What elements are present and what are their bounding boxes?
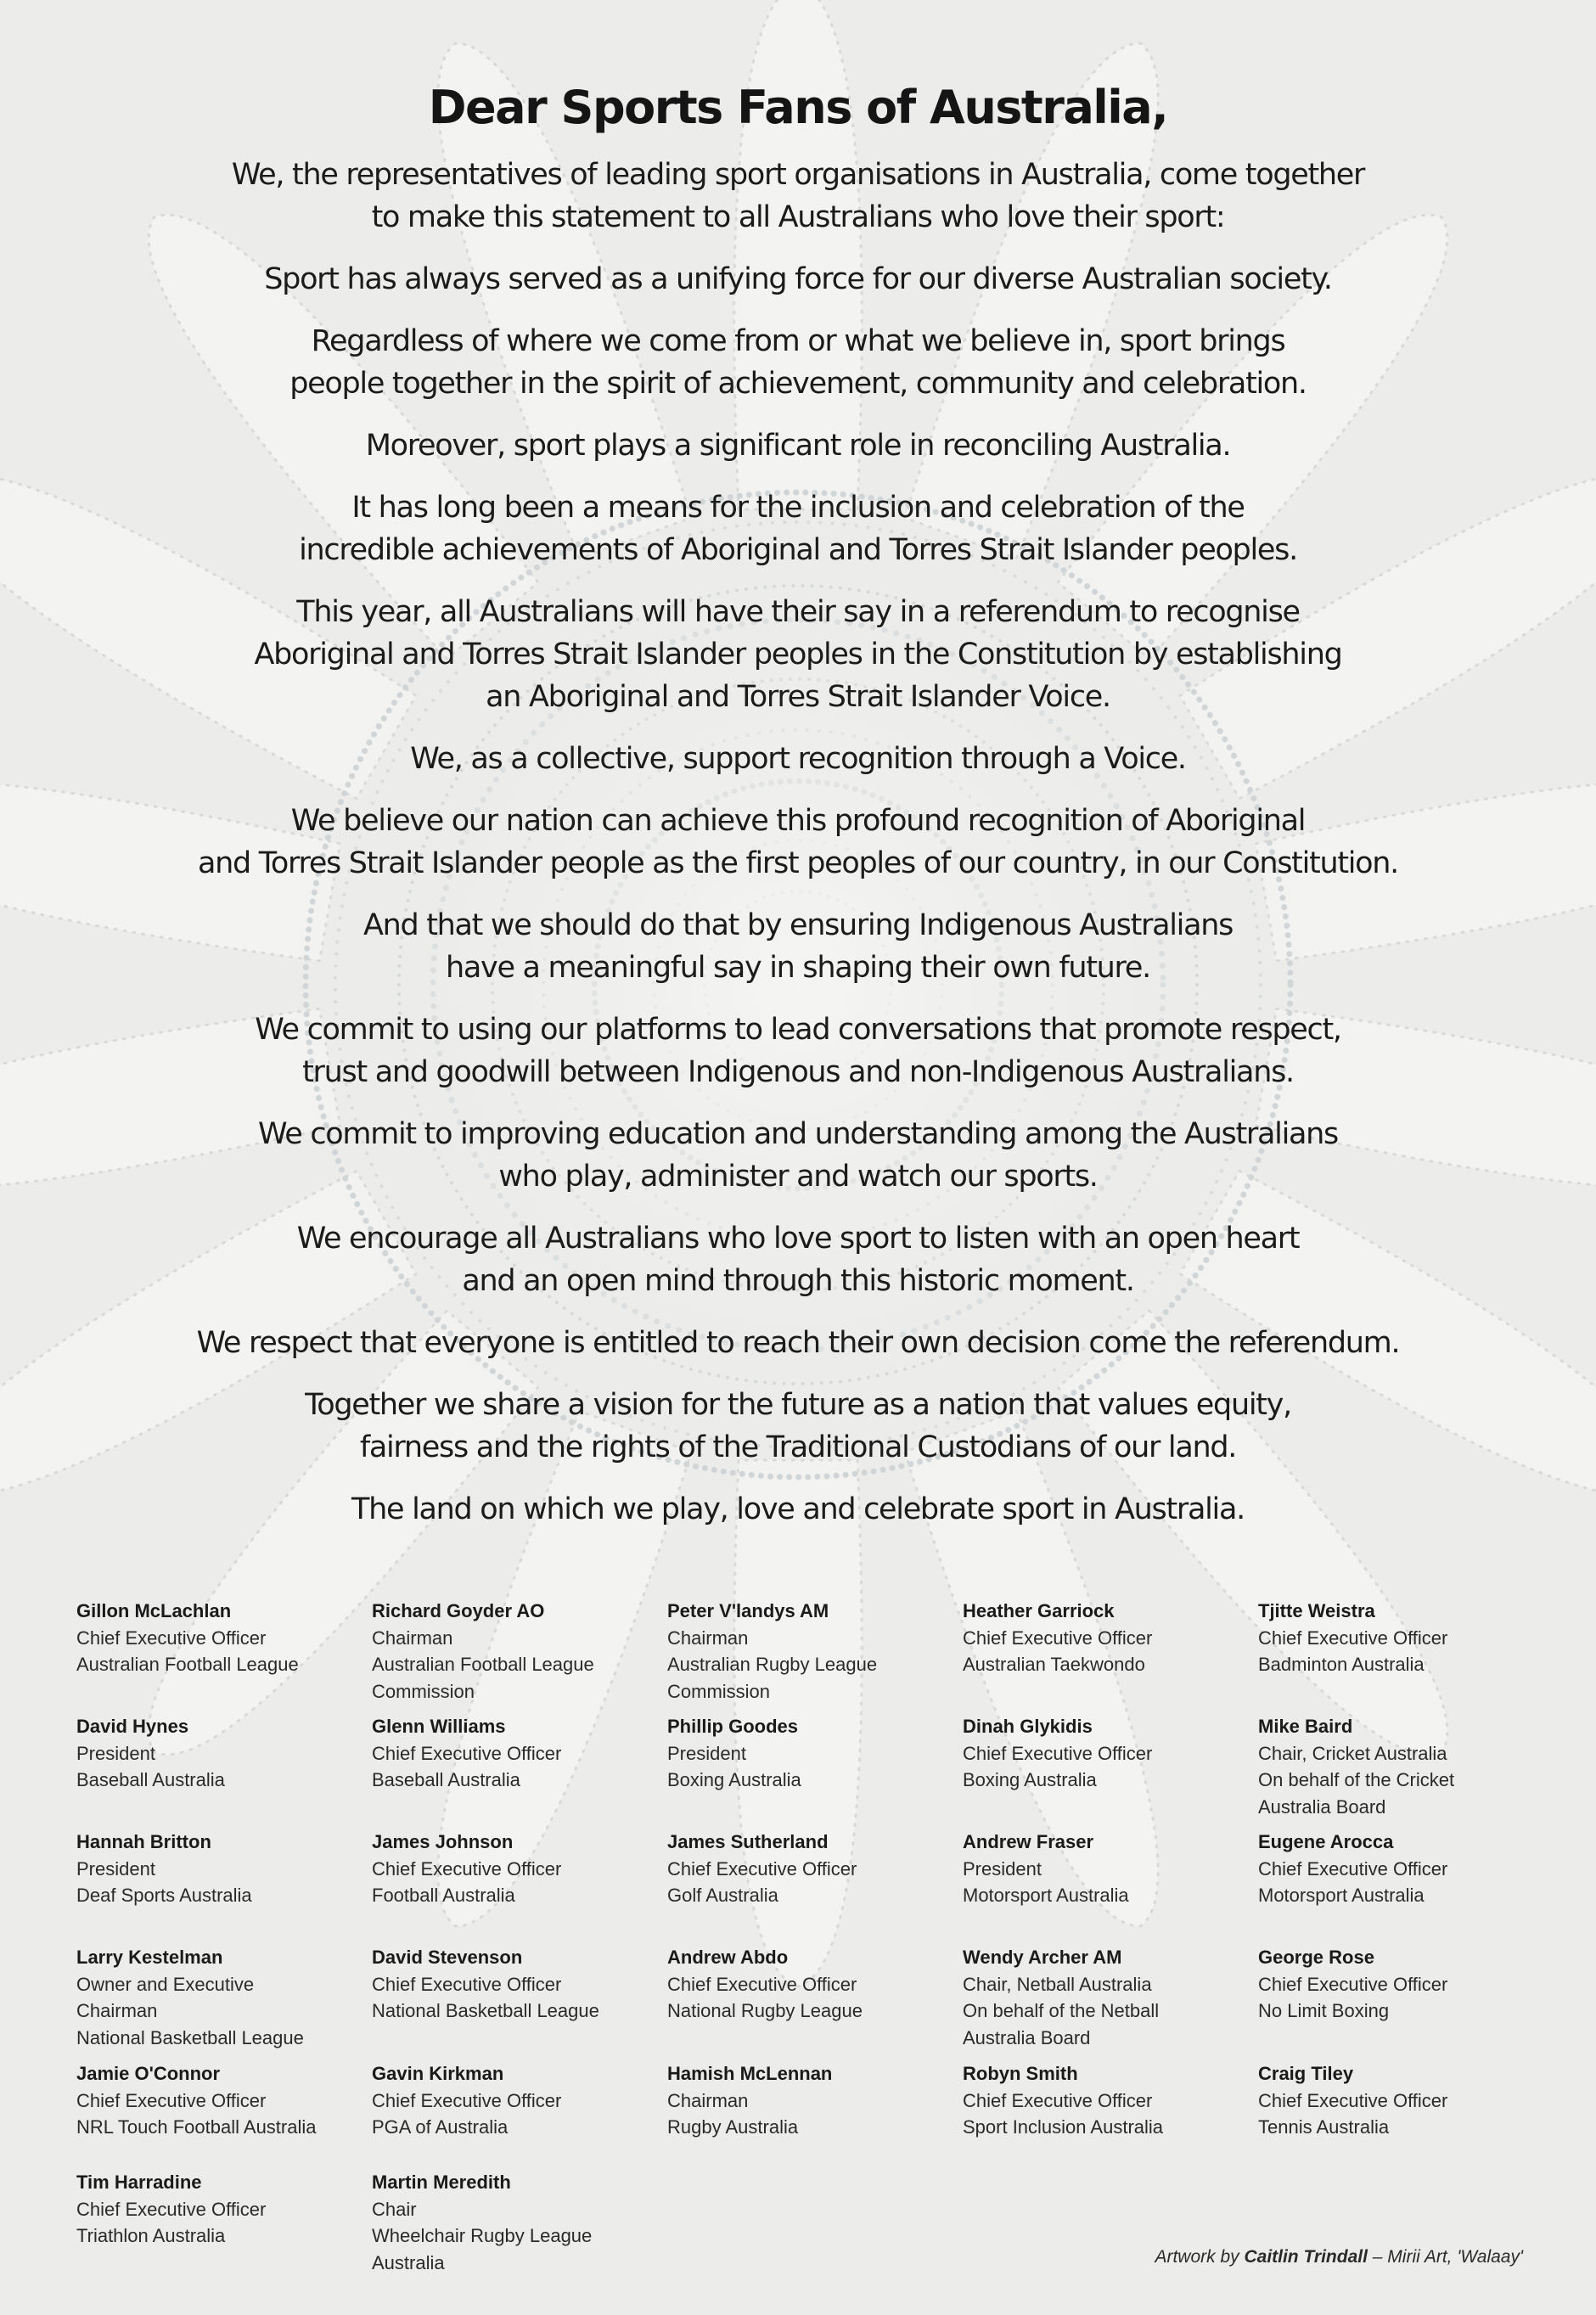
signatory (76, 1713, 357, 1794)
signatory-name: Heather Garriock (963, 1600, 1115, 1621)
signatory-name: Gillon McLachlan (76, 1600, 232, 1621)
signatory-role: Australian Taekwondo (963, 1654, 1145, 1675)
signatory (667, 2060, 947, 2141)
signatory (667, 1598, 947, 1705)
signatory-name: Richard Goyder AO (372, 1600, 545, 1621)
signatory-name: Hamish McLennan (667, 2063, 833, 2084)
signatory-role: President (76, 1742, 155, 1764)
letter-title: Dear Sports Fans of Australia, (428, 81, 1168, 134)
letter-line: We believe our nation can achieve this profound recognition of Aboriginal (290, 804, 1306, 838)
signatory (76, 2060, 357, 2141)
signatory-name: Eugene Arocca (1258, 1831, 1394, 1852)
signatory-name: Phillip Goodes (667, 1716, 799, 1737)
letter-paragraph (0, 258, 1596, 301)
signatory-name: Wendy Archer AM (963, 1947, 1122, 1968)
letter-paragraph (0, 904, 1596, 989)
signatory-role: Baseball Australia (76, 1769, 225, 1790)
signatory-role: Motorsport Australia (1258, 1885, 1425, 1906)
signatory-role: Australian Rugby League (667, 1654, 878, 1675)
signatory-role: PGA of Australia (372, 2116, 509, 2138)
letter-line: Sport has always served as a unifying force for our diverse Australian society. (264, 262, 1332, 296)
signatory-role: Australian Football League (76, 1654, 299, 1675)
signatory-name: Andrew Fraser (963, 1831, 1094, 1852)
signatory (963, 1829, 1243, 1909)
signatory-role: Badminton Australia (1258, 1654, 1425, 1675)
letter-paragraph (0, 1113, 1596, 1198)
signatory-role: Tennis Australia (1258, 2116, 1390, 2138)
letter-paragraph (0, 1322, 1596, 1364)
letter-line: We, as a collective, support recognition through a Voice. (410, 742, 1186, 776)
signatory-name: David Hynes (76, 1716, 189, 1737)
signatory-role: Chairman (372, 1627, 453, 1649)
signatory-role: Australia (372, 2251, 445, 2273)
signatory-role: Chief Executive Officer (963, 1627, 1153, 1649)
credit-prefix: Artwork by (1155, 2247, 1245, 2267)
signatory-role: Chief Executive Officer (963, 1742, 1153, 1764)
signatory (1258, 1598, 1538, 1678)
letter-line: Together we share a vision for the future as a nation that values equity, (305, 1388, 1291, 1422)
letter-line: We commit to improving education and understanding among the Australians (258, 1117, 1338, 1151)
signatory-name: James Johnson (372, 1831, 514, 1852)
signatory-role: Australia Board (963, 2026, 1091, 2048)
signatory-role: Sport Inclusion Australia (963, 2116, 1164, 2138)
signatory-role: NRL Touch Football Australia (76, 2116, 317, 2138)
signatory (372, 1829, 652, 1909)
signatory-name: Martin Meredith (372, 2172, 511, 2193)
letter-line: And that we should do that by ensuring Indigenous Australians (362, 908, 1234, 942)
signatory-role: Baseball Australia (372, 1769, 520, 1790)
signatory (963, 2060, 1243, 2141)
signatory-role: Chief Executive Officer (1258, 2089, 1448, 2111)
signatory-role: Chief Executive Officer (372, 2089, 562, 2111)
signatory-role: National Basketball League (76, 2026, 304, 2048)
signatory-name: Dinah Glykidis (963, 1716, 1093, 1737)
signatory-name: Robyn Smith (963, 2063, 1078, 2084)
signatory-name: George Rose (1258, 1947, 1374, 1968)
signatory-role: Chief Executive Officer (372, 1857, 562, 1880)
signatory-name: Peter V'landys AM (667, 1600, 829, 1621)
signatory-role: Commission (372, 1680, 475, 1702)
signatory-role: Chief Executive Officer (76, 2089, 267, 2111)
signatory-role: Boxing Australia (963, 1769, 1097, 1790)
letter-paragraph (0, 1217, 1596, 1302)
signatory-role: Chief Executive Officer (372, 1742, 562, 1764)
signatory-role: Chair, Netball Australia (963, 1973, 1152, 1995)
letter-body (0, 154, 1596, 1531)
letter-line: We respect that everyone is entitled to reach their own decision come the referendum. (196, 1326, 1400, 1360)
signatory-role: Boxing Australia (667, 1769, 801, 1790)
letter-line: and an open mind through this historic moment. (462, 1264, 1134, 1298)
letter-line: incredible achievements of Aboriginal and Torres Strait Islander peoples. (299, 533, 1297, 567)
signatory-role: Motorsport Australia (963, 1885, 1129, 1906)
signatory-name: Gavin Kirkman (372, 2063, 504, 2084)
letter-line: and Torres Strait Islander people as the first peoples of our country, in our Constitution. (198, 846, 1398, 880)
signatory-name: Larry Kestelman (76, 1947, 223, 1968)
signatory-role: Chair, Cricket Australia (1258, 1742, 1447, 1764)
signatory-role: No Limit Boxing (1258, 2000, 1390, 2021)
signatory-role: President (667, 1742, 746, 1764)
letter-line: Moreover, sport plays a significant role in reconciling Australia. (365, 429, 1231, 463)
signatory-role: Triathlon Australia (76, 2225, 226, 2246)
letter-paragraph (0, 1384, 1596, 1469)
signatory-role: Football Australia (372, 1885, 515, 1906)
signatory-role: On behalf of the Netball (963, 2000, 1160, 2021)
signatory (963, 1944, 1243, 2051)
letter-line: an Aboriginal and Torres Strait Islander Voice. (486, 680, 1110, 714)
letter-paragraph (0, 486, 1596, 571)
signatory (76, 1598, 357, 1678)
credit-artist: Caitlin Trindall (1244, 2247, 1368, 2267)
artwork-credit (1155, 2247, 1523, 2267)
signatory-role: Chief Executive Officer (372, 1973, 562, 1995)
signatory (667, 1944, 947, 2025)
signatory-role: Chief Executive Officer (667, 1857, 857, 1880)
signatory-role: National Rugby League (667, 2000, 863, 2021)
letter-line: people together in the spirit of achievement, community and celebration. (289, 367, 1307, 401)
letter-line: It has long been a means for the inclusion and celebration of the (351, 491, 1245, 525)
signatory-name: Glenn Williams (372, 1716, 506, 1737)
letter-paragraph (0, 154, 1596, 239)
letter-paragraph (0, 591, 1596, 718)
signatory-name: Tim Harradine (76, 2172, 202, 2193)
letter-line: who play, administer and watch our sports. (498, 1160, 1098, 1194)
signatory-name: Mike Baird (1258, 1716, 1353, 1737)
signatory-name: Hannah Britton (76, 1831, 211, 1852)
letter-line: This year, all Australians will have their say in a referendum to recognise (296, 595, 1300, 629)
signatory-role: Deaf Sports Australia (76, 1885, 252, 1906)
signatory-name: Craig Tiley (1258, 2063, 1354, 2084)
signatory-role: Australian Football League (372, 1654, 594, 1675)
letter-line: Regardless of where we come from or what we believe in, sport brings (311, 324, 1285, 358)
signatory (1258, 2060, 1538, 2141)
signatory-role: Owner and Executive (76, 1973, 255, 1995)
letter-line: Aboriginal and Torres Strait Islander peoples in the Constitution by establishing (254, 638, 1342, 671)
signatory (963, 1713, 1243, 1794)
signatory (372, 1713, 652, 1794)
signatory (667, 1713, 947, 1794)
letter-line: have a meaningful say in shaping their own future. (446, 951, 1150, 985)
signatory-role: Commission (667, 1680, 771, 1702)
signatory (667, 1829, 947, 1909)
signatory-role: Wheelchair Rugby League (372, 2225, 593, 2246)
signatory-role: Chief Executive Officer (1258, 1627, 1448, 1649)
letter-line: trust and goodwill between Indigenous and non-Indigenous Australians. (302, 1055, 1294, 1089)
signatory-role: On behalf of the Cricket (1258, 1769, 1455, 1790)
letter-paragraph (0, 1009, 1596, 1093)
signatory-name: Tjitte Weistra (1258, 1600, 1375, 1621)
letter-line: We, the representatives of leading sport organisations in Australia, come together (231, 158, 1365, 192)
letter-paragraph (0, 800, 1596, 885)
signatory-role: Australia Board (1258, 1795, 1386, 1818)
signatory-role: Chairman (76, 2000, 158, 2021)
signatory (372, 2169, 652, 2276)
signatory-role: Chief Executive Officer (963, 2089, 1153, 2111)
signatory-role: Chief Executive Officer (76, 1627, 267, 1649)
letter-line: The land on which we play, love and celebrate sport in Australia. (351, 1492, 1245, 1526)
signatory-role: Chief Executive Officer (76, 2198, 267, 2220)
letter-line: We encourage all Australians who love sport to listen with an open heart (296, 1222, 1300, 1256)
signatory (76, 1944, 357, 2051)
signatory (76, 2169, 357, 2250)
signatory-role: Chair (372, 2198, 417, 2220)
signatory-role: Golf Australia (667, 1885, 778, 1906)
signatory-name: David Stevenson (372, 1947, 523, 1968)
open-letter (0, 81, 1596, 1550)
signatory-name: James Sutherland (667, 1831, 829, 1852)
letter-line: fairness and the rights of the Traditional Custodians of our land. (359, 1430, 1237, 1464)
signatory-role: President (76, 1857, 155, 1880)
signatory (1258, 1829, 1538, 1909)
signatory-role: National Basketball League (372, 2000, 599, 2021)
signatory-role: Chief Executive Officer (667, 1973, 857, 1995)
signatory (372, 2060, 652, 2141)
signatory-role: President (963, 1857, 1042, 1880)
signatory-role: Rugby Australia (667, 2116, 799, 2138)
signatory (76, 1829, 357, 1909)
signatory-role: Chief Executive Officer (1258, 1857, 1448, 1880)
letter-paragraph (0, 424, 1596, 467)
signatory-role: Chairman (667, 1627, 749, 1649)
signatory (372, 1598, 652, 1705)
letter-line: to make this statement to all Australians who love their sport: (371, 200, 1225, 234)
letter-line: We commit to using our platforms to lead conversations that promote respect, (255, 1013, 1341, 1047)
letter-paragraph (0, 1488, 1596, 1531)
letter-paragraph (0, 320, 1596, 405)
signatory-role: Chief Executive Officer (1258, 1973, 1448, 1995)
credit-suffix: – Mirii Art, 'Walaay' (1367, 2247, 1523, 2267)
signatory (372, 1944, 652, 2025)
letter-paragraph (0, 738, 1596, 780)
signatory (963, 1598, 1243, 1678)
signatory-name: Andrew Abdo (667, 1947, 789, 1968)
signatory (1258, 1713, 1538, 1820)
signatory-name: Jamie O'Connor (76, 2063, 221, 2084)
signatory (1258, 1944, 1538, 2025)
signatory-role: Chairman (667, 2089, 749, 2111)
